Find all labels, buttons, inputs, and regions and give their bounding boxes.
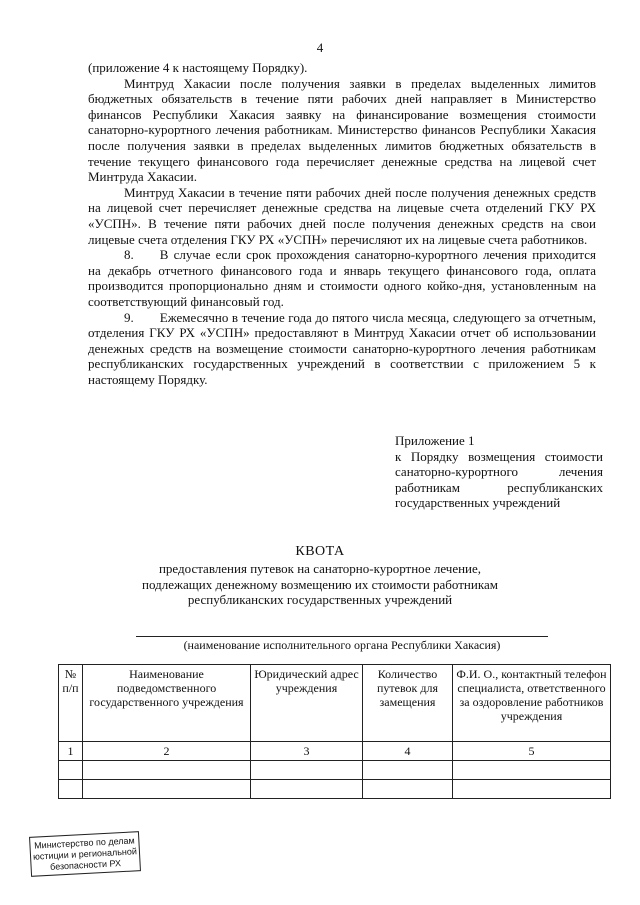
- paragraph-item-9: 9. Ежемесячно в течение года до пятого числа месяца, следующего за отчетным, отделения ГКУ РХ «УСПН» предоставляют в Минтруд Хакасии отчет об использовании денежных средств на возмещение стоимости санаторно-курортного лечения работникам республиканских государственных учреждений в соответствии с приложением 5 к настоящему Порядку.: [88, 309, 596, 387]
- column-number-cell: 2: [83, 742, 251, 761]
- quota-subtitle-line: предоставления путевок на санаторно-курортное лечение,: [158, 561, 482, 576]
- column-number-cell: 1: [59, 742, 83, 761]
- table-cell: [83, 780, 251, 799]
- quota-subtitle: [0, 561, 640, 608]
- appendix-block: [395, 433, 603, 511]
- appendix-text: к Порядку возмещения стоимости санаторно-курортного лечения работникам республиканских государственных учреждений: [395, 448, 603, 511]
- header-number: № п/п: [59, 665, 83, 742]
- header-institution-name: Наименование подведомственного государственного учреждения: [83, 665, 251, 742]
- document-body: [88, 60, 596, 387]
- paragraph-mintrud-transfer: Минтруд Хакасии в течение пяти рабочих дней после получения денежных средств на лицевой счет перечисляет денежные средства на лицевые счета отделений ГКУ РХ «УСПН». В течение пяти рабочих дней после получения денежных средств на свои лицевые счета отделения ГКУ РХ «УСПН» перечисляют их на лицевые счета работников.: [88, 184, 596, 247]
- quota-subtitle-line: подлежащих денежному возмещению их стоимости работникам: [142, 576, 498, 592]
- quota-table: [58, 664, 611, 799]
- page-number: 4: [316, 40, 324, 55]
- table-row: [59, 761, 611, 780]
- table-number-row: [59, 742, 611, 761]
- table-cell: [453, 780, 611, 799]
- column-number-cell: 3: [251, 742, 363, 761]
- column-number-cell: 4: [363, 742, 453, 761]
- header-voucher-count: Количество путевок для замещения: [363, 665, 453, 742]
- appendix-title: Приложение 1: [395, 433, 475, 448]
- quota-subtitle-line: республиканских государственных учреждений: [187, 592, 453, 608]
- org-name-line: [136, 636, 548, 637]
- quota-title: КВОТА: [295, 544, 345, 559]
- header-contact-person: Ф.И. О., контактный телефон специалиста, ответственного за оздоровление работников учреждения: [453, 665, 611, 742]
- ministry-stamp: Министерство по делам юстиции и региональной безопасности РХ: [29, 831, 141, 877]
- table-cell: [453, 761, 611, 780]
- table-row: [59, 780, 611, 799]
- table-cell: [251, 761, 363, 780]
- paragraph-mintrud-application: Минтруд Хакасии после получения заявки в пределах выделенных лимитов бюджетных обязательств в течение пяти рабочих дней направляет в Министерство финансов Республики Хакасия заявку на финансирование возмещения стоимости санаторно-курортного лечения работникам. Министерство финансов Республики Хакасия после получения заявки в пределах выделенных лимитов бюджетных обязательств в течение текущего финансового года перечисляет денежные средства на лицевой счет Минтруда Хакасии.: [88, 75, 596, 185]
- table-cell: [363, 761, 453, 780]
- column-number-cell: 5: [453, 742, 611, 761]
- table-cell: [251, 780, 363, 799]
- table-cell: [83, 761, 251, 780]
- header-legal-address: Юридический адрес учреждения: [251, 665, 363, 742]
- table-cell: [363, 780, 453, 799]
- paragraph-continuation: (приложение 4 к настоящему Порядку).: [88, 60, 308, 75]
- table-cell: [59, 761, 83, 780]
- table-header-row: [59, 665, 611, 742]
- table-cell: [59, 780, 83, 799]
- org-name-caption: (наименование исполнительного органа Республики Хакасия): [183, 638, 501, 652]
- paragraph-item-8: 8. В случае если срок прохождения санаторно-курортного лечения приходится на декабрь отчетного финансового года и январь текущего финансового года, оплата производится пропорционально дням и стоимости одного койко-дня, установленным на соответствующий финансовый год.: [88, 247, 596, 309]
